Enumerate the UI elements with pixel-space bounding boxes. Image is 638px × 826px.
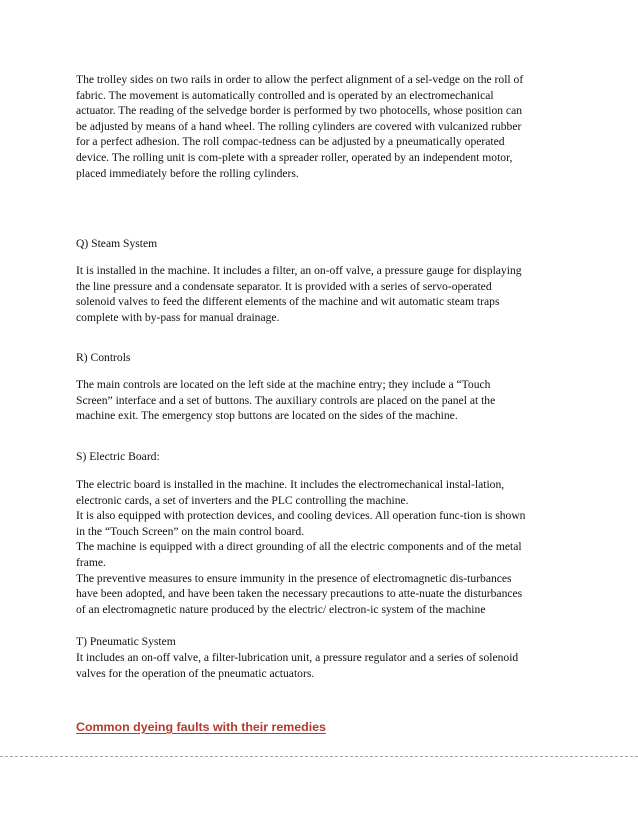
heading-steam-system: Q) Steam System: [76, 237, 158, 250]
heading-pneumatic-system: T) Pneumatic System: [76, 635, 176, 648]
page-break-divider: [0, 756, 638, 757]
heading-electric-board: S) Electric Board:: [76, 450, 160, 463]
paragraph-controls: The main controls are located on the left side at the machine entry; they include a “Touch Screen” interface and a set of buttons. The auxiliary controls are placed on the panel at the machine exit. The emergency stop buttons are located on the sides of the machine.: [76, 378, 496, 423]
heading-controls: R) Controls: [76, 351, 131, 364]
paragraph-trolley: The trolley sides on two rails in order to allow the perfect alignment of a sel-vedge on the roll of fabric. The movement is automatically controlled and is operated by an electromechanical actuator. The reading of the selvedge border is performed by two photocells, whose position can be adjusted by means of a hand wheel. The rolling cylinders are covered with vulcanized rubber for a perfect adhesion. The roll compac-tedness can be adjusted by a pneumatically operated device. The rolling unit is com-plete with a spreader roller, operated by an independent motor, placed immediately before the rolling cylinders.: [76, 73, 524, 180]
paragraph-steam-system: It is installed in the machine. It includes a filter, an on-off valve, a pressure gauge for displaying the line pressure and a condensate separator. It is provided with a series of servo-operated solenoid valves to feed the different elements of the machine and wit automatic steam traps complete with by-pass for manual drainage.: [76, 264, 522, 324]
paragraph-electric-board: The electric board is installed in the machine. It includes the electromechanical instal-lation, electronic cards, a set of inverters and the PLC controlling the machine. It is also equipped with protection devices, and cooling devices. All operation func-tion is shown in the “Touch Screen” on the main control board. The machine is equipped with a direct grounding of all the electric components and of the metal frame. The preventive measures to ensure immunity in the presence of electromagnetic dis-turbances have been adopted, and have been taken the necessary precautions to atte-nuate the disturbances of an electromagnetic nature produced by the electric/ electron-ic system of the machine: [76, 478, 526, 616]
next-section-title: Common dyeing faults with their remedies: [76, 720, 326, 734]
paragraph-pneumatic-system: It includes an on-off valve, a filter-lubrication unit, a pressure regulator and a series of solenoid valves for the operation of the pneumatic actuators.: [76, 651, 519, 680]
